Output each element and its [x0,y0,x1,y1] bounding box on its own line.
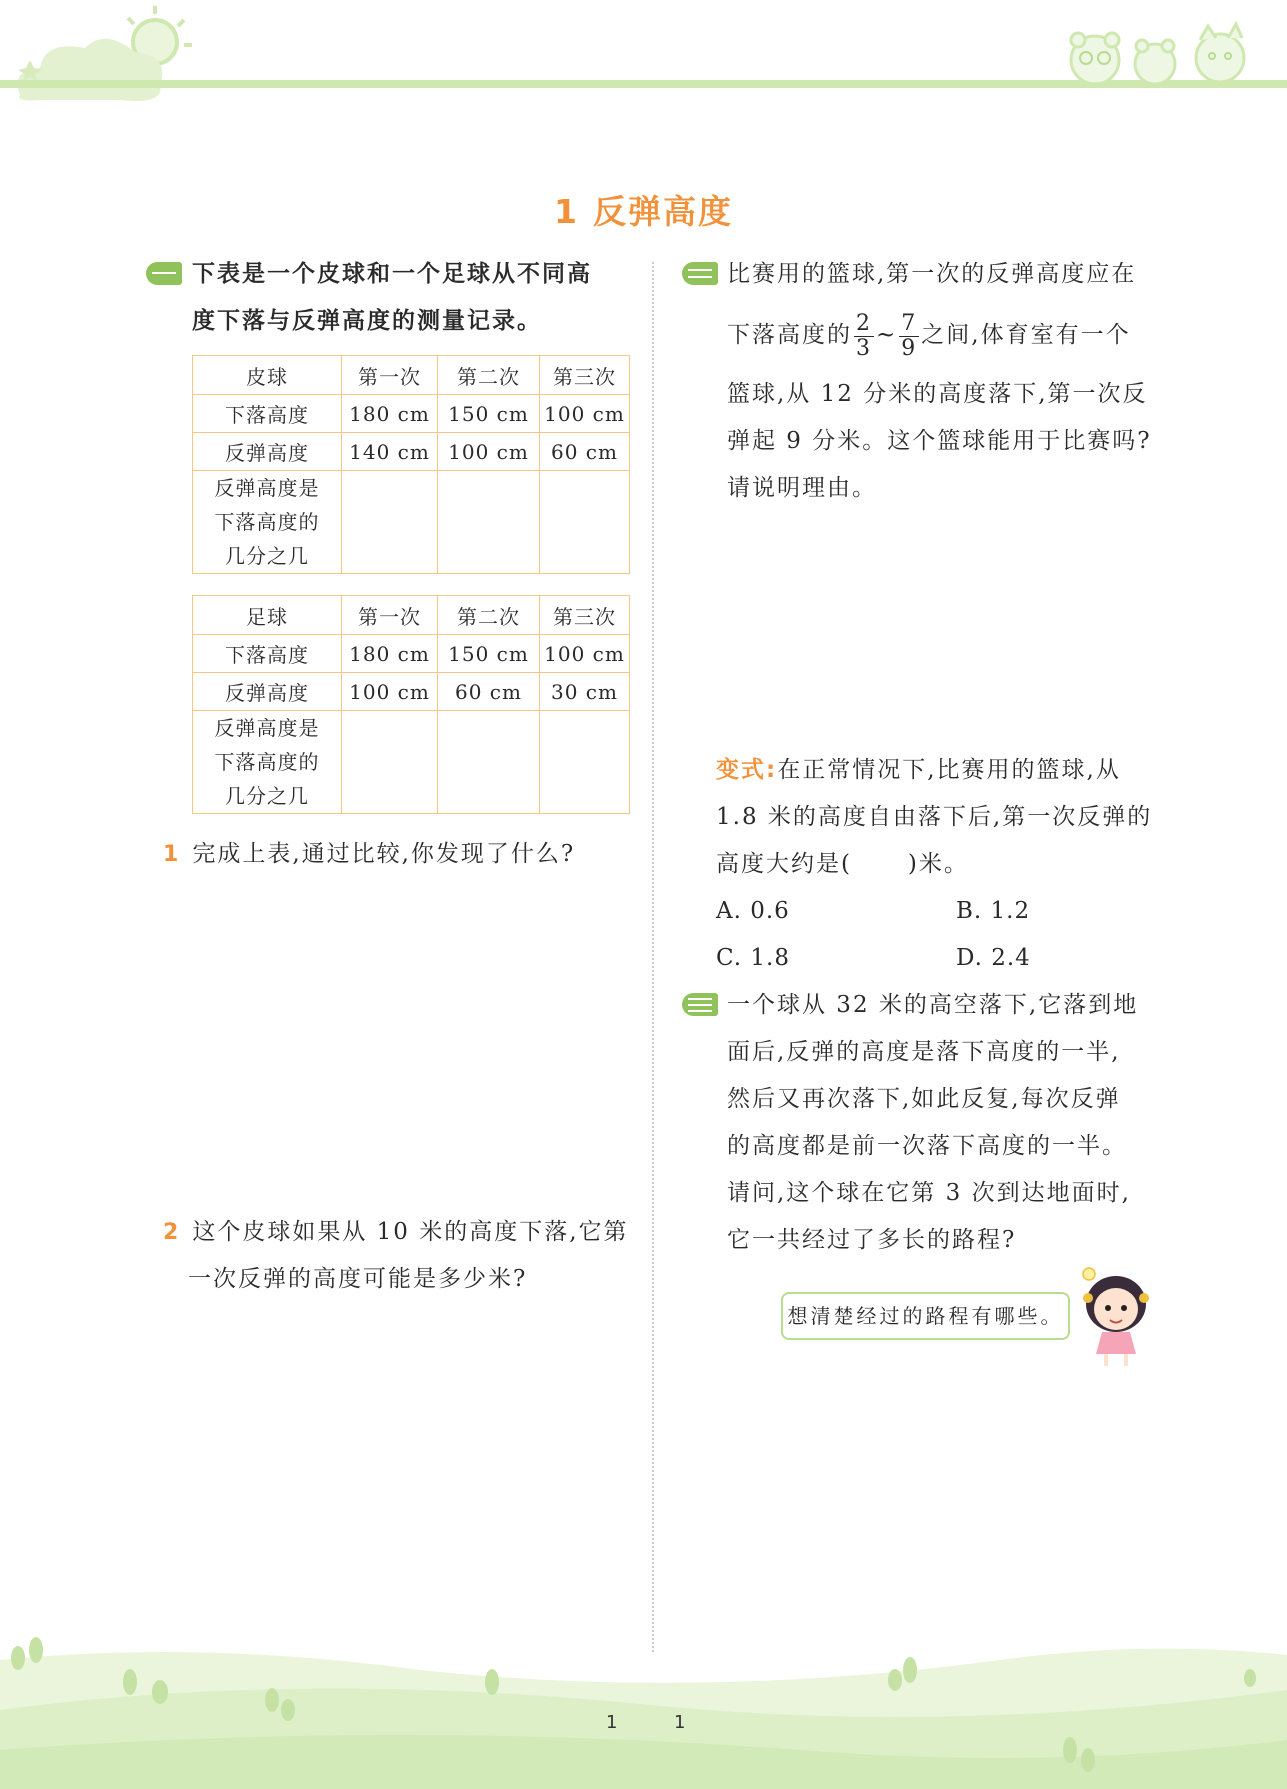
fraction-seven-ninths [899,312,919,361]
page-number-left: 1 [606,1712,618,1733]
header-cloud-sun-decoration [0,0,200,110]
table1-ratio-3 [540,471,630,574]
ball-table-football [192,595,630,814]
table2-header-2: 第二次 [438,596,540,635]
table2-bounce-1: 100 cm [342,673,438,711]
table1-header-1: 第一次 [342,356,438,395]
table2-bounce-2: 60 cm [438,673,540,711]
option-a: A. 0.6 [716,898,790,924]
section-1-intro-line-1: 下表是一个皮球和一个足球从不同高 [192,261,592,287]
section-3-line-3: 然后又再次落下,如此反复,每次反弹 [727,1086,1121,1112]
table1-drop-3: 100 cm [540,395,630,433]
table1-ratio-label-1: 反弹高度是 [214,476,320,500]
table1-header-ball: 皮球 [193,356,342,395]
table2-ratio-label-3: 几分之几 [225,784,309,808]
table1-bounce-3: 60 cm [540,433,630,471]
table1-ratio-label-2: 下落高度的 [214,510,320,534]
table2-header-ball: 足球 [193,596,342,635]
variant-line-3: 高度大约是( )米。 [716,851,969,877]
table1-bounce-2: 100 cm [438,433,540,471]
fraction-two-thirds [854,312,874,361]
title-text: 反弹高度 [592,192,733,231]
section-2-line-1: 比赛用的篮球,第一次的反弹高度应在 [727,261,1137,287]
section-2-line-2-post: 之间,体育室有一个 [921,322,1131,348]
girl-illustration [1066,1262,1156,1372]
table1-ratio-2 [438,471,540,574]
section-2-badge [682,262,718,285]
variant-line-1-text: 在正常情况下,比赛用的篮球,从 [777,757,1121,783]
page-title [0,186,1287,233]
table1-bounce-label: 反弹高度 [193,433,342,471]
table2-drop-2: 150 cm [438,635,540,673]
column-divider [652,262,654,1652]
option-d: D. 2.4 [956,945,1031,971]
page-numbers-right [674,1712,685,1733]
fraction-1-denominator: 3 [856,335,872,361]
ball-table-rubber [192,355,630,574]
header-animals-decoration [1060,20,1260,90]
table1-ratio-1 [342,471,438,574]
question-2-line-1: 这个皮球如果从 10 米的高度下落,它第 [192,1219,629,1245]
option-b: B. 1.2 [956,898,1031,924]
section-2-line-2 [727,310,1131,361]
table2-header-1: 第一次 [342,596,438,635]
table2-drop-1: 180 cm [342,635,438,673]
question-2-number: 2 [163,1220,181,1245]
question-1-number: 1 [163,842,181,867]
page-numbers [606,1712,617,1733]
section-3-line-2: 面后,反弹的高度是落下高度的一半, [727,1039,1121,1065]
table2-header-3: 第三次 [540,596,630,635]
section-2-line-2-pre: 下落高度的 [727,322,852,348]
question-2 [163,1209,629,1256]
table2-ratio-3 [540,711,630,814]
table1-header-2: 第二次 [438,356,540,395]
table1-drop-2: 150 cm [438,395,540,433]
fraction-2-denominator: 9 [901,335,918,361]
section-2-line-4: 弹起 9 分米。这个篮球能用于比赛吗? [727,428,1152,454]
fraction-2-numerator: 7 [901,310,918,336]
section-2-line-3: 篮球,从 12 分米的高度落下,第一次反 [727,381,1148,407]
table1-ratio-label-3: 几分之几 [225,544,309,568]
table1-drop-label: 下落高度 [193,395,342,433]
table2-ratio-label-2: 下落高度的 [214,750,320,774]
page-number-right: 1 [674,1712,686,1733]
section-3-line-1: 一个球从 32 米的高空落下,它落到地 [727,992,1139,1018]
title-number: 1 [554,192,579,231]
table1-ratio-label [193,471,342,574]
question-1 [163,831,575,878]
table2-ratio-2 [438,711,540,814]
question-1-text: 完成上表,通过比较,你发现了什么? [192,841,576,867]
section-3-line-5: 请问,这个球在它第 3 次到达地面时, [727,1180,1131,1206]
variant-line-2: 1.8 米的高度自由落下后,第一次反弹的 [716,804,1153,830]
variant-label: 变式: [716,757,778,783]
section-3-line-4: 的高度都是前一次落下高度的一半。 [727,1133,1127,1159]
table2-drop-label: 下落高度 [193,635,342,673]
section-3-line-6: 它一共经过了多长的路程? [727,1227,1017,1253]
table2-ratio-label [193,711,342,814]
section-2-line-5: 请说明理由。 [727,475,877,501]
fraction-tilde: ~ [876,322,898,348]
table2-ratio-1 [342,711,438,814]
fraction-1-numerator: 2 [856,310,872,336]
table1-bounce-1: 140 cm [342,433,438,471]
table2-bounce-label: 反弹高度 [193,673,342,711]
table2-ratio-label-1: 反弹高度是 [214,716,320,740]
section-1-badge [146,262,182,285]
question-2-line-2: 一次反弹的高度可能是多少米? [188,1266,528,1292]
option-c: C. 1.8 [716,945,790,971]
table2-bounce-3: 30 cm [540,673,630,711]
table1-drop-1: 180 cm [342,395,438,433]
section-3-badge [682,993,718,1016]
footer-hills-decoration [0,1620,1287,1789]
variant-line-1 [716,747,1121,794]
table1-header-3: 第三次 [540,356,630,395]
hint-speech-bubble: 想清楚经过的路程有哪些。 [781,1292,1070,1340]
section-1-intro-line-2: 度下落与反弹高度的测量记录。 [192,308,542,334]
table2-drop-3: 100 cm [540,635,630,673]
